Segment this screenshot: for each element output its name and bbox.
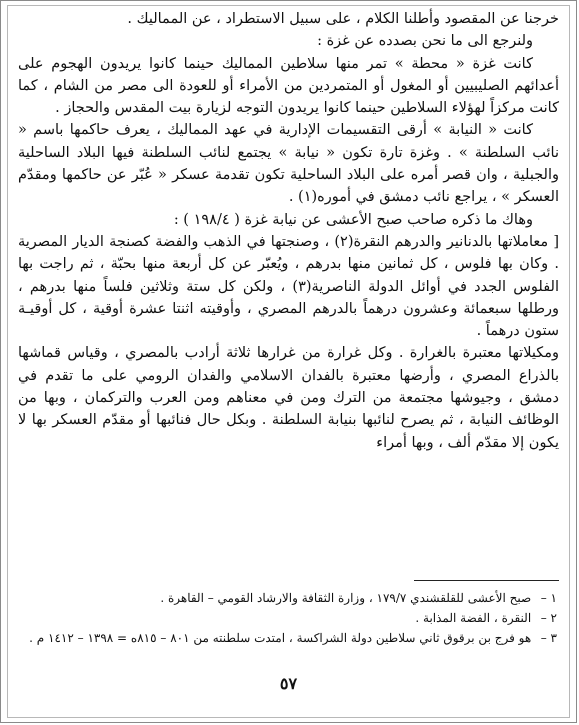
footnote-1 bbox=[18, 588, 557, 608]
paragraph-6: [ معاملاتها بالدنانير والدرهم النقرة(٢) ، وصنجتها في الذهب والفضة كصنجة الديار المصرية . وكان بها فلوس ، كل ثمانين منها بدرهم ، ويُعبّر عن كل أربعة منها بحبّة ، ثم راجت بها الفلوس الجدد في أوائل الدولة الناصرية(٣) ، ولكن كل ستة وثلاثين فلساً منها بدرهم ، ورطلها سبعمائة وعشرون درهماً بالدرهم المصري ، وأوقيته اثنتا عشرة أوقية ، كل أوقيـة ستون درهماً . bbox=[18, 233, 559, 340]
footnote-text: صبح الأعشى للقلقشندي ١٧٩/٧ ، وزارة الثقافة والارشاد القومي – القاهرة . bbox=[160, 591, 532, 605]
footnote-separator bbox=[414, 580, 559, 581]
paragraph-5: وهاك ما ذكره صاحب صبح الأعشى عن نيابة غزة ( ١٩٨/٤ ) : bbox=[173, 211, 533, 228]
document-page bbox=[18, 8, 559, 716]
footnote-number: ٢ – bbox=[540, 611, 557, 625]
footnote-text: النقرة ، الفضة المذابة . bbox=[415, 611, 532, 625]
footnote-2 bbox=[18, 608, 557, 628]
paragraph-4: كانت « النيابة » أرقى التقسيمات الإدارية في عهد المماليك ، يعرف حاكمها باسم « نائب السلطنة » . وغزة تارة تكون « نيابة » يجتمع لنائب السلطنة فيها البلاد الساحلية والجبلية ، وان قصر أمره على البلاد الساحلية تكون تقدمة عسكر « عُبّر عن حاكمها ومقدّم العسكر » ، يراجع نائب دمشق في أموره(١) . bbox=[18, 122, 559, 206]
footnote-number: ١ – bbox=[540, 591, 557, 605]
footnote-3 bbox=[18, 628, 557, 648]
footnotes bbox=[18, 588, 557, 648]
page-number: ٥٧ bbox=[279, 674, 298, 693]
footnote-number: ٣ – bbox=[540, 631, 557, 645]
paragraph-7: ومكيلاتها معتبرة بالغرارة . وكل غرارة من غرارها ثلاثة أرادب بالمصري ، وقياس قماشها بالذراع المصري ، وأرضها معتبرة بالفدان الاسلامي والفدان الرومي على ما تقدم في دمشق ، وجيوشها مجتمعة من الترك ومن في معناهم ومن العرب والتركمان ، وبها من الوظائف النيابة ، ثم يصرح لنائبها بنيابة السلطنة . وبكل حال فنائبها أو مقدّم العسكر بها لا يكون إلا مقدّم ألف ، وبها أمراء bbox=[18, 345, 559, 451]
paragraph-3: كانت غزة « محطة » تمر منها سلاطين المماليك حينما كانوا يريدون الهجوم على أعدائهم الصليبيين أو المغول أو المتمردين من الأمراء أو للعودة الى مصر من الشام ، كما كانت مركزاً لهؤلاء السلاطين حينما كانوا يريدون التوجه لزيارة بيت المقدس والحجاز . bbox=[18, 55, 559, 117]
paragraph-1: خرجنا عن المقصود وأطلنا الكلام ، على سبيل الاستطراد ، عن المماليك . bbox=[127, 11, 559, 27]
footnote-text: هو فرج بن برقوق ثاني سلاطين دولة الشراكسة ، امتدت سلطنته من ٨٠١ – ٨١٥ه = ١٣٩٨ – ١٤١٢ م . bbox=[29, 631, 532, 645]
paragraph-2: ولنرجع الى ما نحن بصدده عن غزة : bbox=[317, 33, 533, 50]
